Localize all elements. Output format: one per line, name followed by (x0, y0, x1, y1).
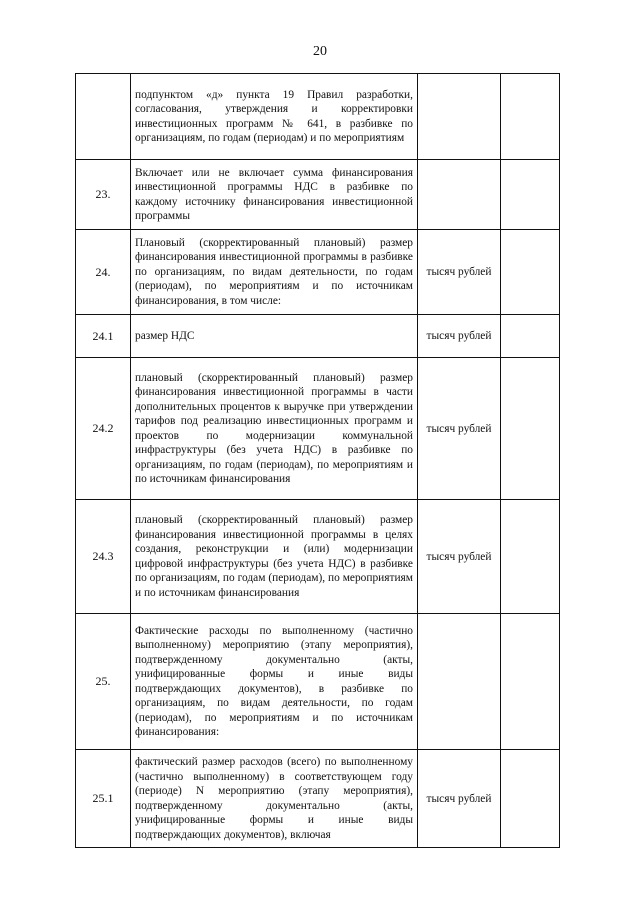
table-row (76, 500, 560, 614)
row-description: размер НДС (131, 315, 418, 358)
row-empty-cell (501, 315, 560, 358)
row-empty-cell (501, 358, 560, 500)
row-description: Включает или не включает сумма финансирования инвестиционной программы НДС в разбивке по каждому источнику финансирования инвестиционной программы (131, 160, 418, 230)
row-unit: тысяч рублей (418, 750, 501, 848)
row-description: плановый (скорректированный плановый) размер финансирования инвестиционной программы в целях создания, реконструкции и (или) модернизации цифровой инфраструктуры (без учета НДС) в разбивке по организациям, по годам (периодам), по мероприятиям и по источникам финансирования (131, 500, 418, 614)
row-empty-cell (501, 750, 560, 848)
requirements-table (75, 73, 560, 848)
row-description: подпунктом «д» пункта 19 Правил разработки, согласования, утверждения и корректировки инвестиционных программ № 641, в разбивке по организациям, по годам (периодам) и по мероприятиям (131, 74, 418, 160)
row-description: фактический размер расходов (всего) по выполненному (частично выполненному) в соответствующем году (периоде) N мероприятию (этапу мероприятия), подтвержденному документально (акты, унифицированные формы и иные виды подтверждающих документов), включая (131, 750, 418, 848)
table-row (76, 614, 560, 750)
row-unit: тысяч рублей (418, 500, 501, 614)
row-number: 25. (76, 614, 131, 750)
page-number: 20 (313, 44, 327, 59)
row-number: 24.2 (76, 358, 131, 500)
row-empty-cell (501, 160, 560, 230)
row-empty-cell (501, 74, 560, 160)
row-description: плановый (скорректированный плановый) размер финансирования инвестиционной программы в части дополнительных процентов к выручке при утверждении тарифов под реализацию инвестиционных программ и проектов по модернизации коммунальной инфраструктуры (без учета НДС) в разбивке по организациям, по годам (периодам), по мероприятиям и по источникам финансирования (131, 358, 418, 500)
row-description: Фактические расходы по выполненному (частично выполненному) мероприятию (этапу мероприятия), подтвержденному документально (акты, унифицированные формы и иные виды подтверждающих документов), в разбивке по организациям, по видам деятельности, по годам (периодам), по мероприятиям и по источникам финансирования: (131, 614, 418, 750)
table-row (76, 750, 560, 848)
row-unit: тысяч рублей (418, 230, 501, 315)
row-description: Плановый (скорректированный плановый) размер финансирования инвестиционной программы в разбивке по организациям, по видам деятельности, по годам (периодам), по мероприятиям и по источникам финансирования, в том числе: (131, 230, 418, 315)
table-row (76, 74, 560, 160)
row-number: 24. (76, 230, 131, 315)
row-unit: тысяч рублей (418, 358, 501, 500)
row-unit (418, 74, 501, 160)
row-unit: тысяч рублей (418, 315, 501, 358)
row-empty-cell (501, 614, 560, 750)
table-row (76, 315, 560, 358)
row-unit (418, 160, 501, 230)
row-number: 25.1 (76, 750, 131, 848)
row-number: 24.1 (76, 315, 131, 358)
table-row (76, 358, 560, 500)
row-number: 23. (76, 160, 131, 230)
table-row (76, 160, 560, 230)
table-row (76, 230, 560, 315)
row-number: 24.3 (76, 500, 131, 614)
row-unit (418, 614, 501, 750)
row-empty-cell (501, 230, 560, 315)
row-empty-cell (501, 500, 560, 614)
row-number (76, 74, 131, 160)
